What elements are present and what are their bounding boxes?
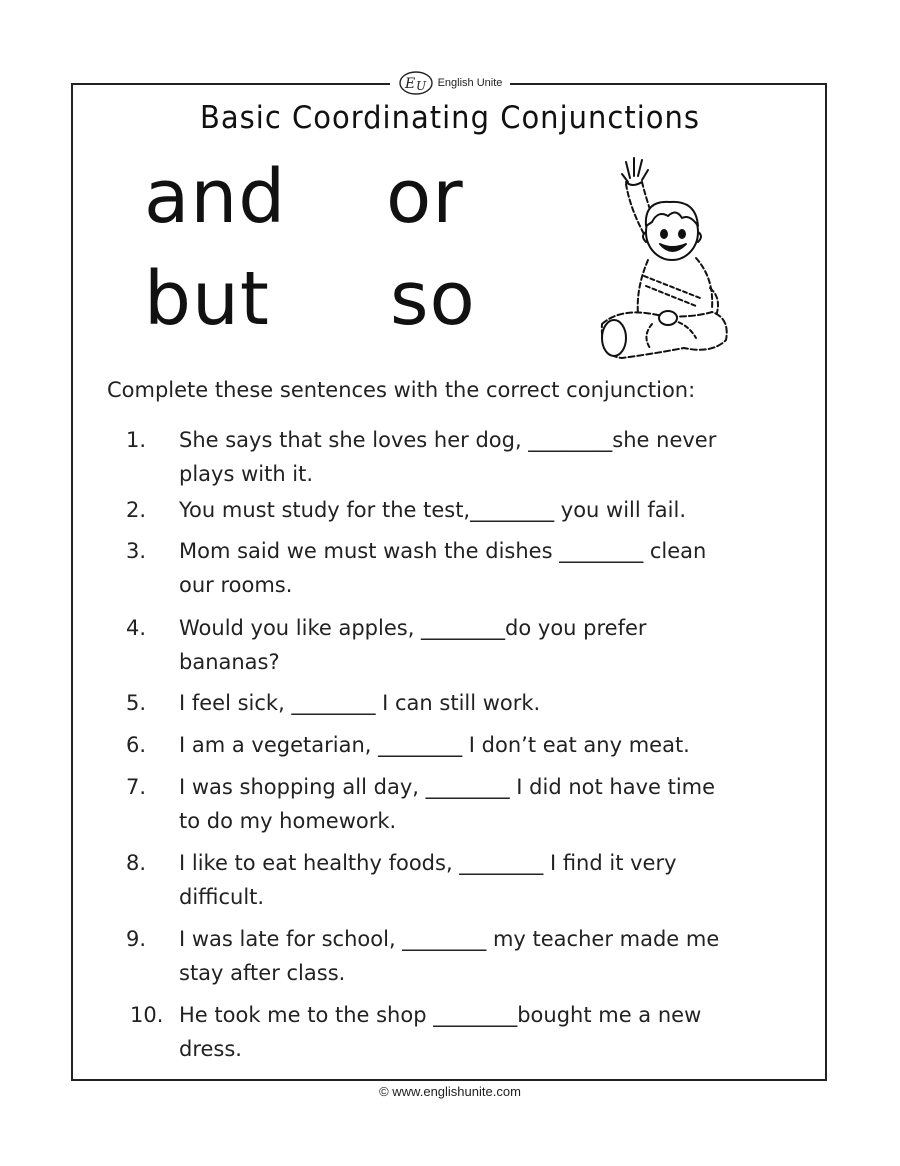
item-number: 3. <box>126 539 147 563</box>
item-number: 1. <box>126 428 147 452</box>
brand-name: English Unite <box>437 77 503 89</box>
item-number: 10. <box>130 1003 164 1027</box>
item-text <box>179 770 799 838</box>
item-number: 2. <box>126 498 147 522</box>
item-number: 5. <box>126 691 147 715</box>
item-line: She says that she loves her dog, ________she never <box>179 428 717 452</box>
item-text <box>179 728 799 762</box>
svg-text:E: E <box>404 76 415 92</box>
item-text <box>179 846 799 914</box>
item-line: dress. <box>179 1037 242 1061</box>
item-line: I feel sick, ________ I can still work. <box>179 691 541 715</box>
conjunction-and: and <box>144 154 287 240</box>
item-text <box>179 998 799 1066</box>
footer-copyright: © www.englishunite.com <box>379 1084 521 1099</box>
item-line: I am a vegetarian, ________ I don’t eat any meat. <box>179 733 690 757</box>
instruction-text: Complete these sentences with the correct conjunction: <box>107 378 696 402</box>
item-line: Would you like apples, ________do you prefer <box>179 616 647 640</box>
item-line: I was late for school, ________ my teacher made me <box>179 927 720 951</box>
waving-child-illustration <box>592 148 738 374</box>
item-number: 6. <box>126 733 147 757</box>
item-number: 4. <box>126 616 147 640</box>
item-line: I like to eat healthy foods, ________ I find it very <box>179 851 677 875</box>
item-number: 7. <box>126 775 147 799</box>
item-line: to do my homework. <box>179 809 397 833</box>
conjunction-so: so <box>390 256 476 342</box>
item-text <box>179 611 799 679</box>
item-line: He took me to the shop ________bought me a new <box>179 1003 702 1027</box>
conjunction-or: or <box>386 154 464 240</box>
svg-text:U: U <box>415 79 426 93</box>
item-line: Mom said we must wash the dishes ________ clean <box>179 539 707 563</box>
item-line: stay after class. <box>179 961 346 985</box>
item-text <box>179 493 799 527</box>
item-line: difficult. <box>179 885 265 909</box>
conjunction-but: but <box>144 256 270 342</box>
item-line: plays with it. <box>179 462 314 486</box>
brand-header <box>0 66 900 100</box>
item-number: 9. <box>126 927 147 951</box>
item-line: bananas? <box>179 650 280 674</box>
brand-badge <box>390 66 511 100</box>
page-title: Basic Coordinating Conjunctions <box>200 98 700 136</box>
item-line: our rooms. <box>179 573 293 597</box>
item-text <box>179 922 799 990</box>
item-line: You must study for the test,________ you will fail. <box>179 498 686 522</box>
item-number: 8. <box>126 851 147 875</box>
item-text <box>179 423 799 491</box>
item-text <box>179 686 799 720</box>
item-line: I was shopping all day, ________ I did not have time <box>179 775 716 799</box>
item-text <box>179 534 799 602</box>
english-unite-logo-icon <box>398 70 434 96</box>
